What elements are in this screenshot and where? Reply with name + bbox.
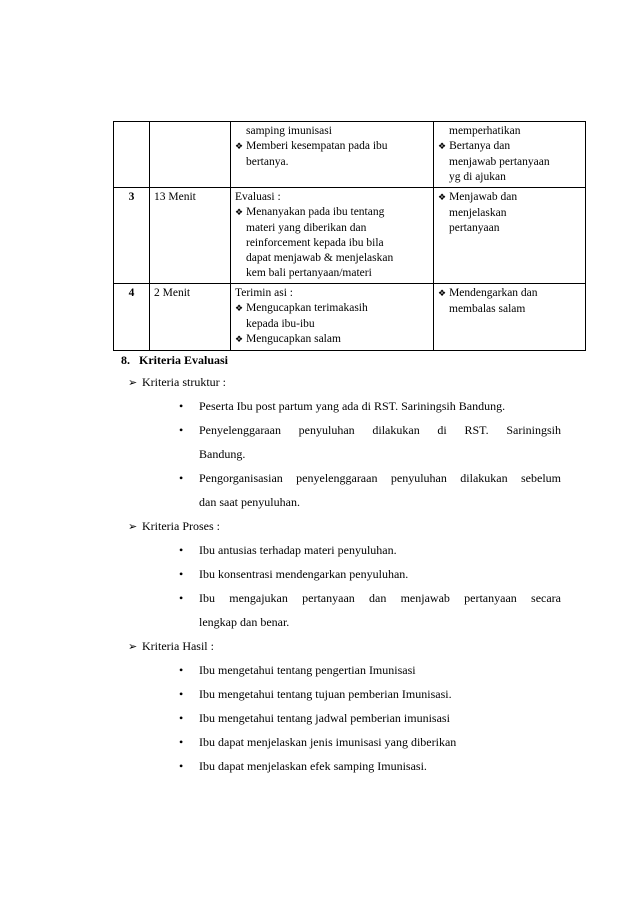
criteria-item (179, 658, 561, 682)
diamond-bullet-icon: ❖ (235, 142, 244, 152)
criteria-item-line: Ibu mengetahui tentang jadwal pemberian imunisasi (199, 711, 450, 725)
response-line: memperhatikan (449, 125, 521, 137)
activity-line: kepada ibu-ibu (246, 318, 315, 330)
round-bullet-icon: • (179, 687, 184, 701)
response-cell (434, 122, 586, 188)
criteria-item (179, 418, 561, 466)
criteria-group-text: Kriteria struktur : (142, 374, 226, 389)
response-line (438, 139, 581, 155)
criteria-item-line: Pengorganisasian penyelenggaraan penyuluhan dilakukan sebelum (199, 471, 561, 485)
row-number-cell: 3 (114, 188, 150, 284)
round-bullet-icon: • (179, 399, 184, 413)
response-cell (434, 188, 586, 284)
arrow-bullet-icon: ➢ (128, 639, 138, 653)
diamond-bullet-icon: ❖ (438, 142, 447, 152)
response-line: membalas salam (449, 303, 526, 315)
activity-cell (231, 188, 434, 284)
criteria-item-text (199, 658, 561, 682)
table-row (114, 188, 586, 284)
criteria-group-label (128, 634, 561, 658)
criteria-item-line: Penyelenggaraan penyuluhan dilakukan di RST. Sariningsih (199, 423, 561, 437)
criteria-item-line: Ibu dapat menjelaskan efek samping Imunisasi. (199, 759, 427, 773)
activity-text: Memberi kesempatan pada ibu (246, 140, 388, 152)
response-cell (434, 284, 586, 351)
criteria-item (179, 562, 561, 586)
response-line: menjawab pertanyaan (449, 156, 550, 168)
row-number-cell: 4 (114, 284, 150, 351)
criteria-item-text (199, 754, 561, 778)
criteria-item-line: Ibu antusias terhadap materi penyuluhan. (199, 543, 397, 557)
activity-line: kem bali pertanyaan/materi (246, 267, 372, 279)
criteria-item-text (199, 418, 561, 466)
criteria-item-text (199, 538, 561, 562)
round-bullet-icon: • (179, 663, 184, 677)
round-bullet-icon: • (179, 591, 184, 605)
criteria-item-line: Peserta Ibu post partum yang ada di RST. Sariningsih Bandung. (199, 399, 506, 413)
criteria-item-line: Ibu mengetahui tentang tujuan pemberian Imunisasi. (199, 687, 452, 701)
activity-line: samping imunisasi (246, 125, 332, 137)
criteria-item-text (199, 682, 561, 706)
criteria-item (179, 586, 561, 634)
criteria-item-text (199, 562, 561, 586)
activity-text: Menanyakan pada ibu tentang (246, 206, 385, 218)
criteria-item-text (199, 586, 561, 634)
criteria-item-text (199, 466, 561, 514)
row-number-cell (114, 122, 150, 188)
diamond-bullet-icon: ❖ (235, 208, 244, 218)
response-line: menjelaskan (449, 207, 507, 219)
response-line (438, 190, 581, 206)
section-heading (121, 350, 561, 370)
criteria-item-line: Bandung. (199, 447, 246, 461)
criteria-item (179, 754, 561, 778)
round-bullet-icon: • (179, 471, 184, 485)
criteria-item (179, 466, 561, 514)
round-bullet-icon: • (179, 759, 184, 773)
criteria-item-line: dan saat penyuluhan. (199, 495, 300, 509)
response-text: Mendengarkan dan (449, 287, 538, 299)
table-row (114, 284, 586, 351)
response-line: pertanyaan (449, 222, 500, 234)
criteria-item (179, 394, 561, 418)
activity-line: Evaluasi : (235, 191, 281, 203)
section-number: 8. (121, 353, 130, 367)
diamond-bullet-icon: ❖ (235, 304, 244, 314)
criteria-item-line: Ibu mengajukan pertanyaan dan menjawab pertanyaan secara (199, 591, 561, 605)
criteria-item (179, 730, 561, 754)
session-schedule-table (113, 121, 586, 351)
activity-line: dapat menjawab & menjelaskan (246, 252, 394, 264)
duration-cell: 2 Menit (150, 284, 231, 351)
criteria-item-line: Ibu dapat menjelaskan jenis imunisasi yang diberikan (199, 735, 457, 749)
section-title: Kriteria Evaluasi (139, 353, 228, 367)
criteria-item-text (199, 706, 561, 730)
evaluation-criteria-section (121, 350, 561, 778)
criteria-item-text (199, 394, 561, 418)
criteria-group-label (128, 514, 561, 538)
diamond-bullet-icon: ❖ (235, 335, 244, 345)
round-bullet-icon: • (179, 567, 184, 581)
criteria-item (179, 682, 561, 706)
criteria-item-line: Ibu konsentrasi mendengarkan penyuluhan. (199, 567, 409, 581)
activity-line (235, 332, 429, 348)
activity-text: Mengucapkan terimakasih (246, 302, 368, 314)
criteria-group-text: Kriteria Proses : (142, 518, 220, 533)
activity-cell (231, 284, 434, 351)
criteria-item (179, 706, 561, 730)
round-bullet-icon: • (179, 711, 184, 725)
round-bullet-icon: • (179, 735, 184, 749)
arrow-bullet-icon: ➢ (128, 375, 138, 389)
arrow-bullet-icon: ➢ (128, 519, 138, 533)
activity-line: Terimin asi : (235, 287, 293, 299)
response-text: Menjawab dan (449, 191, 518, 203)
criteria-item (179, 538, 561, 562)
round-bullet-icon: • (179, 543, 184, 557)
activity-line: materi yang diberikan dan (246, 222, 367, 234)
activity-line (235, 301, 429, 317)
response-line: yg di ajukan (449, 171, 506, 183)
activity-line: bertanya. (246, 156, 289, 168)
activity-line (235, 205, 429, 221)
activity-cell (231, 122, 434, 188)
criteria-item-line: Ibu mengetahui tentang pengertian Imunisasi (199, 663, 416, 677)
round-bullet-icon: • (179, 423, 184, 437)
diamond-bullet-icon: ❖ (438, 289, 447, 299)
duration-cell (150, 122, 231, 188)
response-line (438, 286, 581, 302)
activity-line: reinforcement kepada ibu bila (246, 237, 384, 249)
criteria-group-label (128, 370, 561, 394)
criteria-group-text: Kriteria Hasil : (142, 638, 214, 653)
criteria-item-line: lengkap dan benar. (199, 615, 290, 629)
duration-cell: 13 Menit (150, 188, 231, 284)
activity-text: Mengucapkan salam (246, 333, 341, 345)
table-row (114, 122, 586, 188)
activity-line (235, 139, 429, 155)
criteria-item-text (199, 730, 561, 754)
response-text: Bertanya dan (449, 140, 511, 152)
diamond-bullet-icon: ❖ (438, 193, 447, 203)
